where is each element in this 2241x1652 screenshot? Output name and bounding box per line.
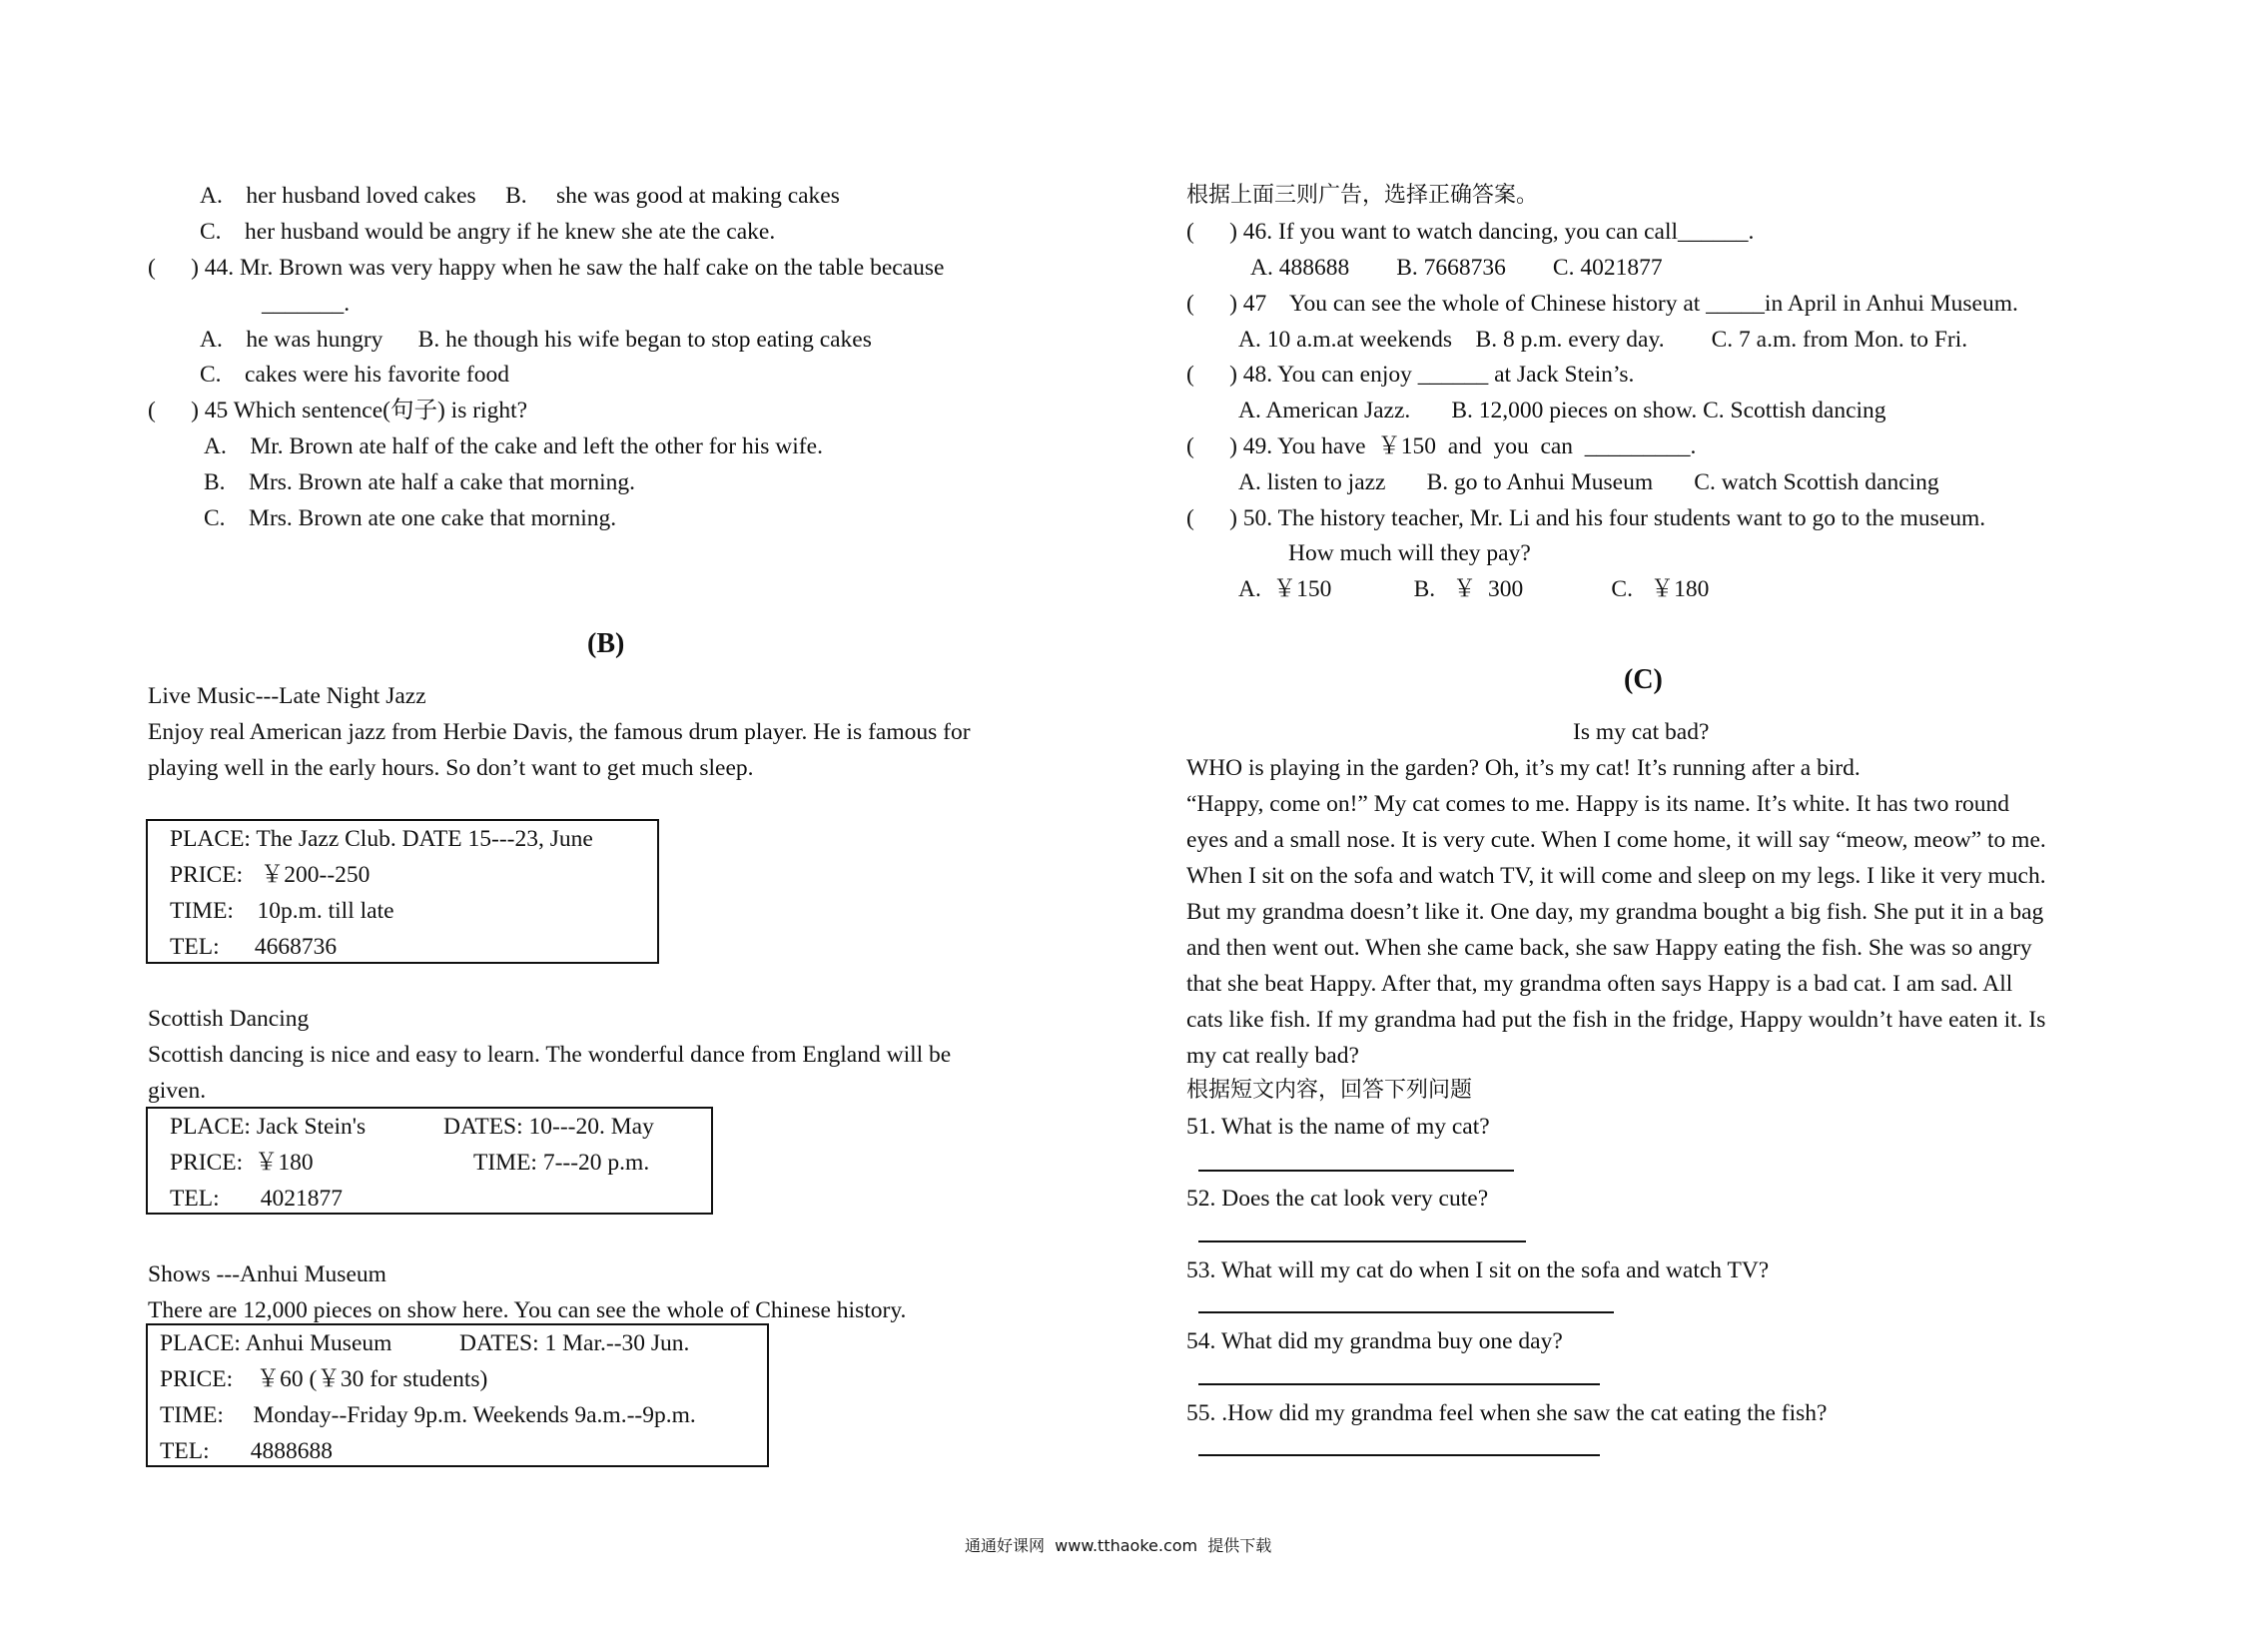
museum-title: Shows ---Anhui Museum — [148, 1261, 386, 1287]
q44-blank: _______. — [262, 291, 351, 317]
instruction-story: 根据短文内容，回答下列问题 — [1186, 1078, 1473, 1103]
jazz-price: PRICE: ￥200--250 — [170, 862, 371, 888]
q50-stem: ( ) 50. The history teacher, Mr. Li and his four students want to go to the museum. — [1186, 505, 1986, 531]
museum-price: PRICE: ￥60 (￥30 for students) — [160, 1366, 488, 1392]
story-line: my cat really bad? — [1186, 1043, 1359, 1069]
scottish-place: PLACE: Jack Stein's — [170, 1114, 367, 1140]
museum-time: TIME: Monday--Friday 9p.m. Weekends 9a.m.--9p.m. — [160, 1402, 696, 1428]
scottish-tel: TEL: 4021877 — [170, 1186, 343, 1212]
jazz-tel: TEL: 4668736 — [170, 934, 338, 960]
story-line: cats like fish. If my grandma had put the fish in the fridge, Happy wouldn’t have eaten it. Is — [1186, 1007, 2046, 1033]
q53-question: 53. What will my cat do when I sit on the sofa and watch TV? — [1186, 1257, 1770, 1283]
scottish-desc-line1: Scottish dancing is nice and easy to learn. The wonderful dance from England will be — [148, 1042, 952, 1068]
story-line: But my grandma doesn’t like it. One day, my grandma bought a big fish. She put it in a bag — [1186, 899, 2044, 925]
q45-stem: ( ) 45 Which sentence(句子) is right? — [148, 398, 528, 423]
q48-stem: ( ) 48. You can enjoy ______ at Jack Stein’s. — [1186, 362, 1635, 388]
q45-option-c: C. Mrs. Brown ate one cake that morning. — [204, 505, 617, 531]
jazz-desc-line2: playing well in the early hours. So don’t want to get much sleep. — [148, 755, 754, 781]
museum-tel: TEL: 4888688 — [160, 1438, 333, 1464]
q43-options-ab: A. her husband loved cakes B. she was good at making cakes — [200, 183, 840, 209]
q50-options: A. ￥150 B. ￥ 300 C. ￥180 — [1238, 576, 1710, 602]
scottish-desc-line2: given. — [148, 1078, 207, 1104]
q52-answer-line[interactable] — [1198, 1240, 1526, 1242]
story-line: When I sit on the sofa and watch TV, it will come and sleep on my legs. I like it very much. — [1186, 863, 2046, 889]
q50-continuation: How much will they pay? — [1288, 540, 1531, 566]
story-line: that she beat Happy. After that, my grandma often says Happy is a bad cat. I am sad. All — [1186, 971, 2013, 997]
section-c-heading: (C) — [1624, 664, 1663, 695]
q44-option-c: C. cakes were his favorite food — [200, 362, 509, 388]
q48-options: A. American Jazz. B. 12,000 pieces on show. C. Scottish dancing — [1238, 398, 1886, 423]
jazz-time: TIME: 10p.m. till late — [170, 898, 394, 924]
museum-dates: DATES: 1 Mar.--30 Jun. — [459, 1330, 690, 1356]
page-footer: 通通好课网 www.tthaoke.com 提供下载 — [965, 1536, 1272, 1555]
q55-answer-line[interactable] — [1198, 1454, 1600, 1456]
q49-stem: ( ) 49. You have ￥150 and you can _________. — [1186, 433, 1697, 459]
story-line: WHO is playing in the garden? Oh, it’s my cat! It’s running after a bird. — [1186, 755, 1861, 781]
q51-question: 51. What is the name of my cat? — [1186, 1114, 1490, 1140]
q51-answer-line[interactable] — [1198, 1170, 1514, 1172]
q53-answer-line[interactable] — [1198, 1311, 1614, 1313]
q43-option-c: C. her husband would be angry if he knew she ate the cake. — [200, 219, 776, 245]
q47-options: A. 10 a.m.at weekends B. 8 p.m. every day. C. 7 a.m. from Mon. to Fri. — [1238, 327, 1968, 353]
scottish-price: PRICE: ￥180 — [170, 1150, 314, 1176]
instruction-ads: 根据上面三则广告，选择正确答案。 — [1186, 183, 1539, 208]
story-line: and then went out. When she came back, she saw Happy eating the fish. She was so angry — [1186, 935, 2032, 961]
q46-options: A. 488688 B. 7668736 C. 4021877 — [1250, 255, 1663, 281]
q49-options: A. listen to jazz B. go to Anhui Museum C. watch Scottish dancing — [1238, 469, 1939, 495]
q54-question: 54. What did my grandma buy one day? — [1186, 1328, 1563, 1354]
q44-options-ab: A. he was hungry B. he though his wife began to stop eating cakes — [200, 327, 872, 353]
scottish-title: Scottish Dancing — [148, 1006, 310, 1032]
scottish-dates: DATES: 10---20. May — [443, 1114, 654, 1140]
q47-stem: ( ) 47 You can see the whole of Chinese history at _____in April in Anhui Museum. — [1186, 291, 2018, 317]
q55-question: 55. .How did my grandma feel when she saw the cat eating the fish? — [1186, 1400, 1828, 1426]
section-b-heading: (B) — [587, 628, 625, 659]
jazz-place: PLACE: The Jazz Club. DATE 15---23, June — [170, 826, 593, 852]
scottish-time: TIME: 7---20 p.m. — [473, 1150, 650, 1176]
museum-place: PLACE: Anhui Museum — [160, 1330, 392, 1356]
story-line: “Happy, come on!” My cat comes to me. Happy is its name. It’s white. It has two round — [1186, 791, 2010, 817]
q54-answer-line[interactable] — [1198, 1383, 1600, 1385]
q46-stem: ( ) 46. If you want to watch dancing, you can call______. — [1186, 219, 1755, 245]
q45-option-b: B. Mrs. Brown ate half a cake that morning. — [204, 469, 636, 495]
q52-question: 52. Does the cat look very cute? — [1186, 1186, 1489, 1212]
jazz-title: Live Music---Late Night Jazz — [148, 683, 426, 709]
q45-option-a: A. Mr. Brown ate half of the cake and left the other for his wife. — [204, 433, 823, 459]
museum-desc: There are 12,000 pieces on show here. You can see the whole of Chinese history. — [148, 1297, 907, 1323]
story-line: eyes and a small nose. It is very cute. When I come home, it will say “meow, meow” to me. — [1186, 827, 2046, 853]
jazz-desc-line1: Enjoy real American jazz from Herbie Davis, the famous drum player. He is famous for — [148, 719, 971, 745]
q44-stem: ( ) 44. Mr. Brown was very happy when he saw the half cake on the table because — [148, 255, 945, 281]
story-title: Is my cat bad? — [1573, 719, 1710, 745]
